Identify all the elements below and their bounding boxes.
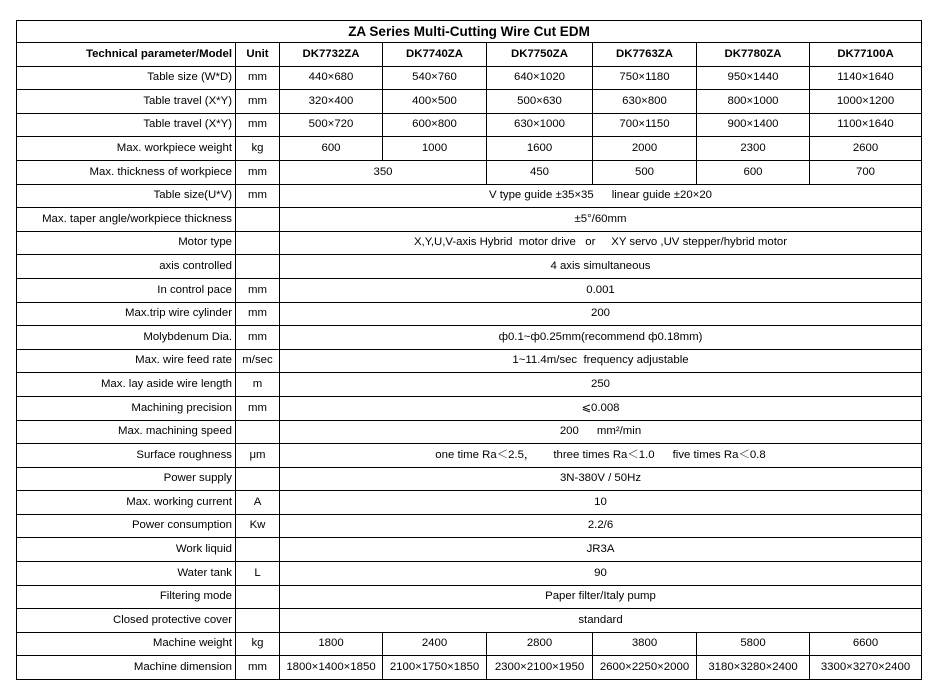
cell-value: 90 — [280, 562, 922, 586]
table-row — [17, 467, 922, 491]
header-model: DK77100A — [810, 43, 922, 67]
row-label: Max.trip wire cylinder — [17, 302, 236, 326]
row-unit — [236, 255, 280, 279]
cell-value: 4 axis simultaneous — [280, 255, 922, 279]
table-row — [17, 444, 922, 468]
row-label: Max. lay aside wire length — [17, 373, 236, 397]
table-row — [17, 491, 922, 515]
row-unit: mm — [236, 326, 280, 350]
row-label: Power consumption — [17, 514, 236, 538]
cell-value: 200 — [280, 302, 922, 326]
row-label: axis controlled — [17, 255, 236, 279]
cell-value: ф0.1~ф0.25mm(recommend ф0.18mm) — [280, 326, 922, 350]
cell-value: Paper filter/Italy pump — [280, 585, 922, 609]
header-row — [17, 43, 922, 67]
value-part: 200 — [559, 425, 579, 438]
cell-value: standard — [280, 609, 922, 633]
table-row — [17, 396, 922, 420]
table-row — [17, 373, 922, 397]
row-unit: kg — [236, 137, 280, 161]
table-row — [17, 302, 922, 326]
cell-value: 750×1180 — [593, 66, 697, 90]
cell-value: 3800 — [593, 632, 697, 656]
row-label: Table size(U*V) — [17, 184, 236, 208]
value-part: three times Ra＜1.0 — [553, 448, 655, 461]
row-label: Molybdenum Dia. — [17, 326, 236, 350]
table-title: ZA Series Multi-Cutting Wire Cut EDM — [16, 20, 922, 42]
table-row — [17, 349, 922, 373]
header-model: DK7732ZA — [280, 43, 383, 67]
row-unit: mm — [236, 396, 280, 420]
cell-value: 0.001 — [280, 278, 922, 302]
cell-value: 2300 — [697, 137, 810, 161]
cell-value: 500×630 — [487, 90, 593, 114]
cell-value: X,Y,U,V-axis Hybrid motor drive or XY servo ,UV stepper/hybrid motor — [280, 231, 922, 255]
cell-value: 250 — [280, 373, 922, 397]
cell-value: 640×1020 — [487, 66, 593, 90]
row-unit: L — [236, 562, 280, 586]
table-row — [17, 137, 922, 161]
cell-value: 950×1440 — [697, 66, 810, 90]
cell-value: 440×680 — [280, 66, 383, 90]
table-row — [17, 66, 922, 90]
row-label: Motor type — [17, 231, 236, 255]
row-label: Power supply — [17, 467, 236, 491]
cell-value: 630×800 — [593, 90, 697, 114]
cell-value: 3180×3280×2400 — [697, 656, 810, 680]
value-part: V type guide ±35×35 — [488, 189, 594, 202]
row-unit: μm — [236, 444, 280, 468]
row-unit: mm — [236, 302, 280, 326]
row-label: Machine weight — [17, 632, 236, 656]
cell-value — [280, 444, 922, 468]
table-row — [17, 420, 922, 444]
header-model: DK7750ZA — [487, 43, 593, 67]
row-label: Max. thickness of workpiece — [17, 160, 236, 184]
table-row — [17, 585, 922, 609]
table-row — [17, 562, 922, 586]
row-label: Water tank — [17, 562, 236, 586]
table-row — [17, 184, 922, 208]
cell-value: 1000×1200 — [810, 90, 922, 114]
cell-value: 800×1000 — [697, 90, 810, 114]
cell-value: JR3A — [280, 538, 922, 562]
cell-value: 600×800 — [383, 113, 487, 137]
row-label: Work liquid — [17, 538, 236, 562]
row-unit: mm — [236, 656, 280, 680]
cell-value: 2000 — [593, 137, 697, 161]
row-unit: mm — [236, 90, 280, 114]
row-unit — [236, 467, 280, 491]
row-unit: A — [236, 491, 280, 515]
cell-value: 600 — [280, 137, 383, 161]
table-row — [17, 656, 922, 680]
cell-value: 900×1400 — [697, 113, 810, 137]
spec-table-container — [16, 20, 922, 680]
cell-value: 3N-380V / 50Hz — [280, 467, 922, 491]
table-row — [17, 326, 922, 350]
cell-value: 700×1150 — [593, 113, 697, 137]
row-unit: m/sec — [236, 349, 280, 373]
row-unit — [236, 609, 280, 633]
row-label: Closed protective cover — [17, 609, 236, 633]
cell-value: 600 — [697, 160, 810, 184]
row-unit — [236, 538, 280, 562]
table-row — [17, 160, 922, 184]
row-label: Max. workpiece weight — [17, 137, 236, 161]
cell-value: 1800 — [280, 632, 383, 656]
row-unit: Kw — [236, 514, 280, 538]
table-row — [17, 632, 922, 656]
table-row — [17, 208, 922, 232]
cell-value: 450 — [487, 160, 593, 184]
header-parameter: Technical parameter/Model — [17, 43, 236, 67]
row-label: Max. working current — [17, 491, 236, 515]
row-label: Filtering mode — [17, 585, 236, 609]
cell-value: 1000 — [383, 137, 487, 161]
cell-value — [280, 420, 922, 444]
row-label: In control pace — [17, 278, 236, 302]
cell-value: 500×720 — [280, 113, 383, 137]
header-model: DK7780ZA — [697, 43, 810, 67]
cell-value: 320×400 — [280, 90, 383, 114]
table-row — [17, 90, 922, 114]
table-row — [17, 255, 922, 279]
value-part: five times Ra＜0.8 — [672, 448, 766, 461]
row-label: Table size (W*D) — [17, 66, 236, 90]
table-row — [17, 113, 922, 137]
cell-value: 540×760 — [383, 66, 487, 90]
cell-value: 630×1000 — [487, 113, 593, 137]
cell-value: 1100×1640 — [810, 113, 922, 137]
value-part: mm²/min — [596, 425, 642, 438]
row-unit: kg — [236, 632, 280, 656]
row-label: Table travel (X*Y) — [17, 90, 236, 114]
header-model: DK7763ZA — [593, 43, 697, 67]
row-unit: mm — [236, 278, 280, 302]
row-unit: mm — [236, 160, 280, 184]
row-label: Table travel (X*Y) — [17, 113, 236, 137]
row-label: Max. machining speed — [17, 420, 236, 444]
cell-value: 1~11.4m/sec frequency adjustable — [280, 349, 922, 373]
cell-value: 2400 — [383, 632, 487, 656]
table-row — [17, 538, 922, 562]
value-part: linear guide ±20×20 — [611, 189, 713, 202]
row-unit — [236, 231, 280, 255]
cell-value: 6600 — [810, 632, 922, 656]
spec-table — [16, 20, 922, 680]
cell-value: 2300×2100×1950 — [487, 656, 593, 680]
row-unit: mm — [236, 113, 280, 137]
table-row — [17, 231, 922, 255]
row-label: Machine dimension — [17, 656, 236, 680]
row-unit: m — [236, 373, 280, 397]
cell-value: 1140×1640 — [810, 66, 922, 90]
row-label: Max. wire feed rate — [17, 349, 236, 373]
row-label: Max. taper angle/workpiece thickness — [17, 208, 236, 232]
cell-value: 2600×2250×2000 — [593, 656, 697, 680]
cell-value: 350 — [280, 160, 487, 184]
row-label: Surface roughness — [17, 444, 236, 468]
cell-value: 10 — [280, 491, 922, 515]
cell-value: 700 — [810, 160, 922, 184]
cell-value: 2800 — [487, 632, 593, 656]
row-unit — [236, 208, 280, 232]
cell-value — [280, 184, 922, 208]
value-part: one time Ra＜2.5， — [435, 448, 536, 461]
cell-value: 2.2/6 — [280, 514, 922, 538]
row-unit: mm — [236, 66, 280, 90]
table-row — [17, 609, 922, 633]
header-unit: Unit — [236, 43, 280, 67]
cell-value: 500 — [593, 160, 697, 184]
cell-value: 400×500 — [383, 90, 487, 114]
row-unit — [236, 585, 280, 609]
cell-value: 3300×3270×2400 — [810, 656, 922, 680]
cell-value: 2600 — [810, 137, 922, 161]
cell-value: 2100×1750×1850 — [383, 656, 487, 680]
cell-value: ±5°/60mm — [280, 208, 922, 232]
cell-value: ⩽0.008 — [280, 396, 922, 420]
header-model: DK7740ZA — [383, 43, 487, 67]
row-label: Machining precision — [17, 396, 236, 420]
cell-value: 1800×1400×1850 — [280, 656, 383, 680]
cell-value: 5800 — [697, 632, 810, 656]
row-unit — [236, 420, 280, 444]
table-row — [17, 514, 922, 538]
cell-value: 1600 — [487, 137, 593, 161]
table-row — [17, 278, 922, 302]
row-unit: mm — [236, 184, 280, 208]
